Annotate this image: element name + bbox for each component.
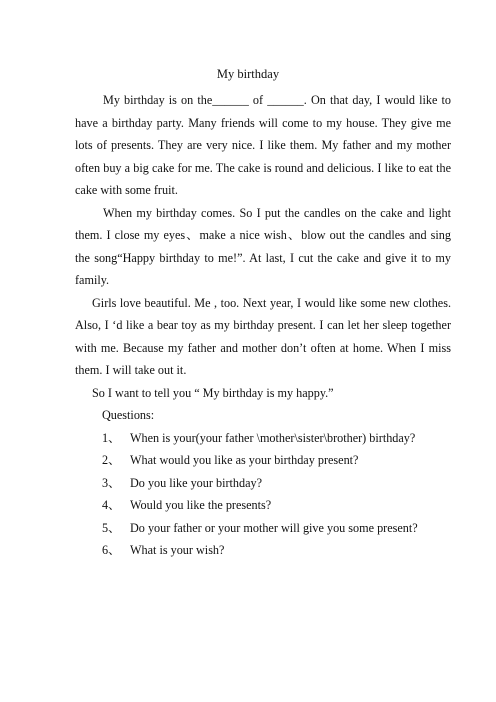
question-item <box>75 539 451 562</box>
question-number: 3、 <box>102 475 121 490</box>
question-item <box>75 517 451 540</box>
question-text: What is your wish? <box>130 543 225 557</box>
question-item <box>75 449 451 472</box>
question-text: When is your(your father \mother\sister\brother) birthday? <box>130 430 416 445</box>
question-number: 2、 <box>102 453 121 467</box>
question-text: Would you like the presents? <box>130 498 272 512</box>
question-text: What would you like as your birthday present? <box>130 453 359 467</box>
questions-heading: Questions: <box>102 408 155 422</box>
question-text: Do your father or your mother will give you some present? <box>130 520 418 535</box>
questions-list <box>75 427 451 562</box>
question-item <box>75 472 451 495</box>
document-title: My birthday <box>216 67 280 81</box>
paragraph-4: So I want to tell you “ My birthday is my happy.” <box>92 385 334 400</box>
question-number: 4、 <box>102 498 121 512</box>
question-item <box>75 494 451 517</box>
paragraph-3: Girls love beautiful. Me , too. Next year, I would like some new clothes. Also, I ‘d like a bear toy as my birthday present. I can let her sleep together with me. Because my father and mother don’t often at home. When I miss them. I will take out it. <box>75 295 451 377</box>
paragraph-2: When my birthday comes. So I put the candles on the cake and light them. I close my eyes、make a nice wish、blow out the candles and sing the song“Happy birthday to me!”. At last, I cut the cake and give it to my family. <box>75 205 451 287</box>
question-number: 1、 <box>102 430 121 445</box>
question-number: 6、 <box>102 543 121 557</box>
question-text: Do you like your birthday? <box>130 475 263 490</box>
document-body <box>75 89 451 562</box>
question-number: 5、 <box>102 520 121 535</box>
paragraph-1: My birthday is on the______ of ______. On that day, I would like to have a birthday party. Many friends will come to my house. They give me lots of presents. They are very nice. I like them. My father and my mother often buy a big cake for me. The cake is round and delicious. I like to eat the cake with some fruit. <box>75 93 451 197</box>
question-item <box>75 427 451 450</box>
